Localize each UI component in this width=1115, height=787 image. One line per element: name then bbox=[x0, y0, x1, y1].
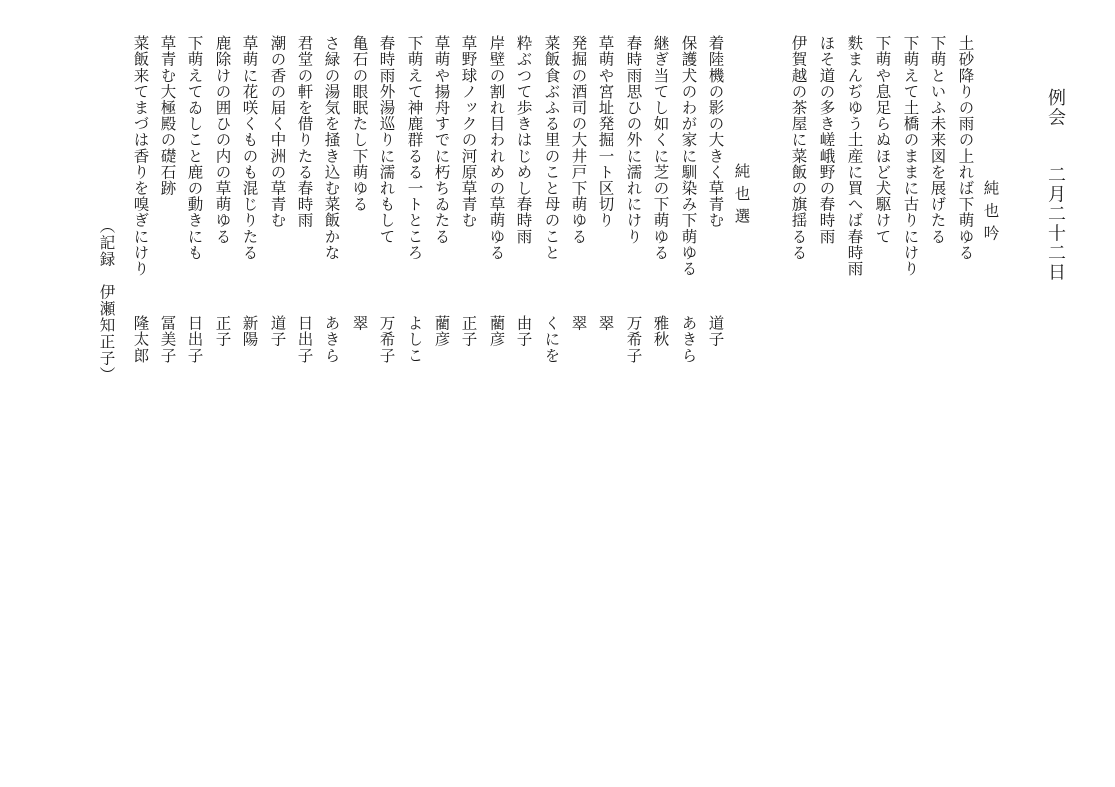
poem-line: 麩まんぢゆう土産に買へば春時雨 bbox=[845, 35, 864, 277]
haiku-author: 万希子 bbox=[624, 315, 643, 364]
poem-line: ほそ道の多き嵯峨野の春時雨 bbox=[817, 35, 836, 245]
haiku-author: 由子 bbox=[514, 315, 533, 348]
haiku-author: 藺彦 bbox=[487, 315, 506, 348]
haiku-line: 草萌や宮址発掘一ト区切り bbox=[596, 35, 615, 229]
haiku-author: 翠 bbox=[596, 315, 615, 332]
section-heading-composed: 純也吟 bbox=[981, 180, 1000, 248]
haiku-line: 春時雨思ひの外に濡れにけり bbox=[624, 35, 643, 245]
record-note: （記録 伊瀬知正子） bbox=[97, 218, 116, 383]
haiku-author: 雅秋 bbox=[651, 315, 670, 348]
poem-line: 下萌といふ未来図を展げたる bbox=[928, 35, 947, 245]
haiku-author: 道子 bbox=[706, 315, 725, 348]
haiku-author: 冨美子 bbox=[158, 315, 177, 364]
haiku-line: 発掘の酒司の大井戸下萌ゆる bbox=[569, 35, 588, 245]
haiku-author: 藺彦 bbox=[432, 315, 451, 348]
haiku-author: 隆太郎 bbox=[131, 315, 150, 364]
haiku-line: 春時雨外湯巡りに濡れもして bbox=[377, 35, 396, 245]
haiku-line: 着陸機の影の大きく草青む bbox=[706, 35, 725, 229]
haiku-line: 亀石の眼眠たし下萌ゆる bbox=[350, 35, 369, 213]
haiku-line: 下萌えてゐしこと鹿の動きにも bbox=[185, 35, 204, 261]
haiku-line: 岸壁の割れ目われめの草萌ゆる bbox=[487, 35, 506, 261]
haiku-line: 菜飯来てまづは香りを嗅ぎにけり bbox=[131, 35, 150, 277]
haiku-line: 粋ぶつて歩きはじめし春時雨 bbox=[514, 35, 533, 245]
document-title: 例会 bbox=[1045, 88, 1066, 127]
haiku-author: あきら bbox=[322, 315, 341, 364]
haiku-line: 菜飯食ぶふる里のこと母のこと bbox=[542, 35, 561, 261]
haiku-line: 草萌に花咲くものも混じりたる bbox=[240, 35, 259, 261]
haiku-line: 下萌えて神鹿群るる一トところ bbox=[405, 35, 424, 261]
haiku-line: 君堂の軒を借りたる春時雨 bbox=[295, 35, 314, 229]
haiku-author: あきら bbox=[679, 315, 698, 364]
haiku-line: さ緑の湯気を掻き込む菜飯かな bbox=[322, 35, 341, 261]
haiku-line: 保護犬のわが家に馴染み下萌ゆる bbox=[679, 35, 698, 277]
haiku-author: 新陽 bbox=[240, 315, 259, 348]
haiku-author: 道子 bbox=[268, 315, 287, 348]
haiku-line: 草萌や揚舟すでに朽ちゐたる bbox=[432, 35, 451, 245]
poem-line: 下萌えて土橋のままに古りにけり bbox=[901, 35, 920, 277]
haiku-line: 鹿除けの囲ひの内の草萌ゆる bbox=[213, 35, 232, 245]
section-heading-selected: 純也選 bbox=[732, 163, 751, 231]
haiku-author: 翠 bbox=[350, 315, 369, 332]
haiku-author: くにを bbox=[542, 315, 561, 364]
haiku-line: 継ぎ当てし如くに芝の下萌ゆる bbox=[651, 35, 670, 261]
haiku-author: 万希子 bbox=[377, 315, 396, 364]
haiku-line: 草青む大極殿の礎石跡 bbox=[158, 35, 177, 196]
poem-line: 伊賀越の茶屋に菜飯の旗揺るる bbox=[789, 35, 808, 261]
haiku-line: 潮の香の届く中洲の草青む bbox=[268, 35, 287, 229]
haiku-author: 正子 bbox=[213, 315, 232, 348]
haiku-author: 正子 bbox=[459, 315, 478, 348]
haiku-author: 翠 bbox=[569, 315, 588, 332]
meeting-date: 二月二十二日 bbox=[1045, 165, 1066, 282]
poem-line: 下萌や息足らぬほど犬駆けて bbox=[873, 35, 892, 245]
poem-line: 土砂降りの雨の上れば下萌ゆる bbox=[956, 35, 975, 261]
haiku-author: 日出子 bbox=[185, 315, 204, 364]
haiku-author: 日出子 bbox=[295, 315, 314, 364]
haiku-line: 草野球ノックの河原草青む bbox=[459, 35, 478, 229]
haiku-author: よしこ bbox=[405, 315, 424, 364]
